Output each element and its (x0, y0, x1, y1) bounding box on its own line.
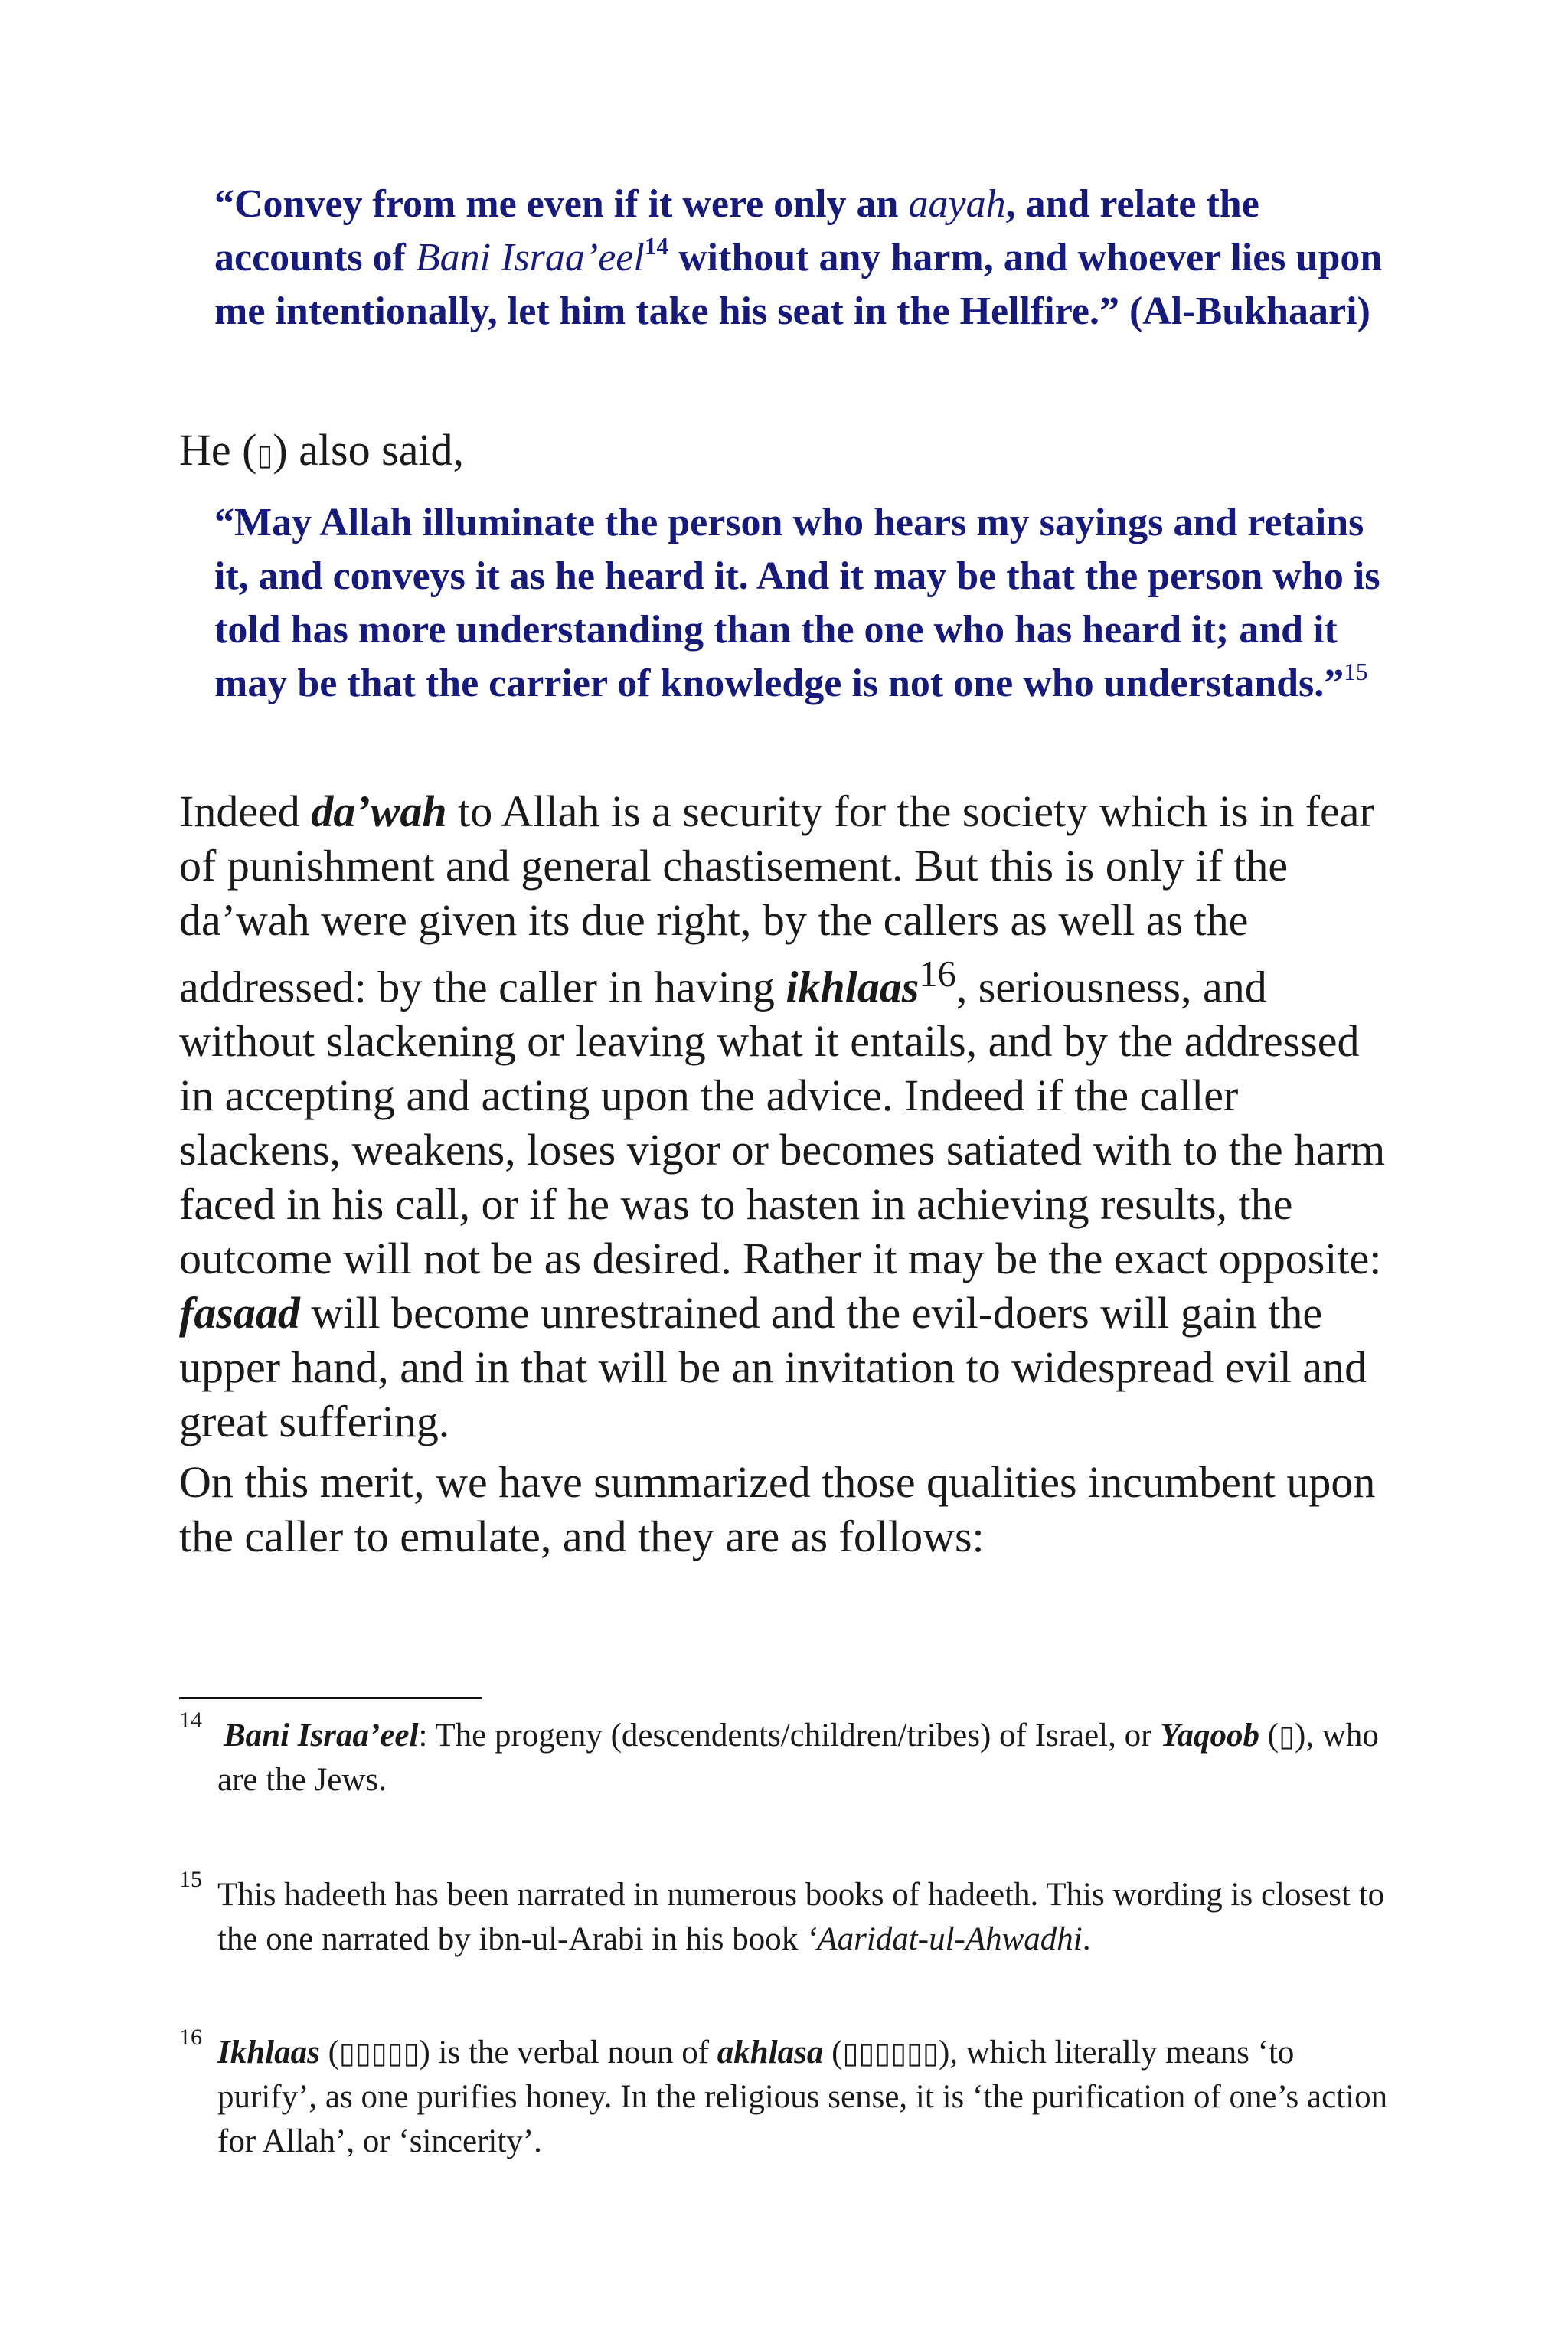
term-ikhlaas: ikhlaas (786, 962, 920, 1012)
quote-text: without any harm, and whoever lies upon me intentionally, let him take his seat in the Hellfire.” (Al-Bukhaari) (214, 236, 1383, 333)
footnote-ref-16[interactable]: 16 (919, 954, 956, 995)
quote-term-aayah: aayah (908, 182, 1006, 226)
footnote-number: 16 (179, 2025, 202, 2050)
term-fasaad: fasaad (179, 1288, 300, 1338)
footnote-16: 16 Ikhlaas (▯▯▯▯▯) is the verbal noun of akhlasa (▯▯▯▯▯▯), which literally means ‘to purify’, as one purifies honey. In the religious sense, it is ‘the purification of one’s action for Allah’, or ‘sincerity’. (179, 2025, 1388, 2159)
intro-line: He (▯) also said, (179, 425, 465, 475)
footnote-term: Yaqoob (1160, 1718, 1260, 1754)
footnote-term: Bani Israa’eel (224, 1718, 419, 1754)
footnote-ref-15[interactable]: 15 (1344, 658, 1368, 685)
body-paragraph-dawah: Indeed da’wah to Allah is a security for the society which is in fear of punishment and general chastisement. But this is only if the da’wah were given its due right, by the callers as well as the addressed: by the caller in having ikhlaas$^{16}$, seriousness, and without slackening or leaving what it entails, and by the addressed in accepting and acting upon the advice. Indeed if the caller slackens, weakens, loses vigor or becomes satiated with to the harm faced in his call, or if he was to hasten in achieving results, the outcome will not be as desired. Rather it may be the exact opposite: fasaad will become unrestrained and the evil-doers will gain the upper hand, and in that will be an invitation to widespread evil and great suffering. (179, 786, 1386, 1447)
footnote-15: 15 This hadeeth has been narrated in numerous books of hadeeth. This wording is closest to the one narrated by ibn-ul-Arabi in his book ‘Aaridat-ul-Ahwadhi. (179, 1867, 1385, 1957)
hadith-quote-illuminate (214, 496, 1386, 711)
footnote-number: 15 (179, 1867, 202, 1892)
footnote-number: 14 (179, 1708, 202, 1733)
arabic-text: ▯▯▯▯▯ (338, 2036, 420, 2070)
footnote-ref-14[interactable]: 14 (644, 232, 668, 260)
footnote-term: Ikhlaas (217, 2035, 320, 2071)
salutation-symbol: ▯ (1279, 1719, 1295, 1753)
body-paragraph-merit: On this merit, we have summarized those qualities incumbent upon the caller to emulate, and they are as follows: (179, 1457, 1376, 1561)
footnote-divider (179, 1697, 482, 1699)
hadith-quote-convey (214, 178, 1386, 338)
quote-term-bani-israaeel: Bani Israa’eel (415, 236, 645, 279)
quote-text: , and relate the accounts of (214, 182, 1259, 279)
quote-text: “Convey from me even if it were only an (214, 182, 909, 226)
book-title: ‘Aaridat-ul-Ahwadhi (806, 1921, 1083, 1957)
arabic-text: ▯▯▯▯▯▯ (842, 2036, 939, 2070)
footnote-14: 14 Bani Israa’eel: The progeny (descendents/children/tribes) of Israel, or Yaqoob (▯), who are the Jews. (179, 1708, 1379, 1798)
footnote-term: akhlasa (717, 2035, 824, 2071)
salutation-symbol: ▯ (256, 438, 273, 472)
quote-text: “May Allah illuminate the person who hears my sayings and retains it, and conveys it as he heard it. And it may be that the person who is told has more understanding than the one who has heard it; and it may be that the carrier of knowledge is not one who understands.” (214, 501, 1380, 705)
term-dawah: da’wah (311, 786, 447, 836)
